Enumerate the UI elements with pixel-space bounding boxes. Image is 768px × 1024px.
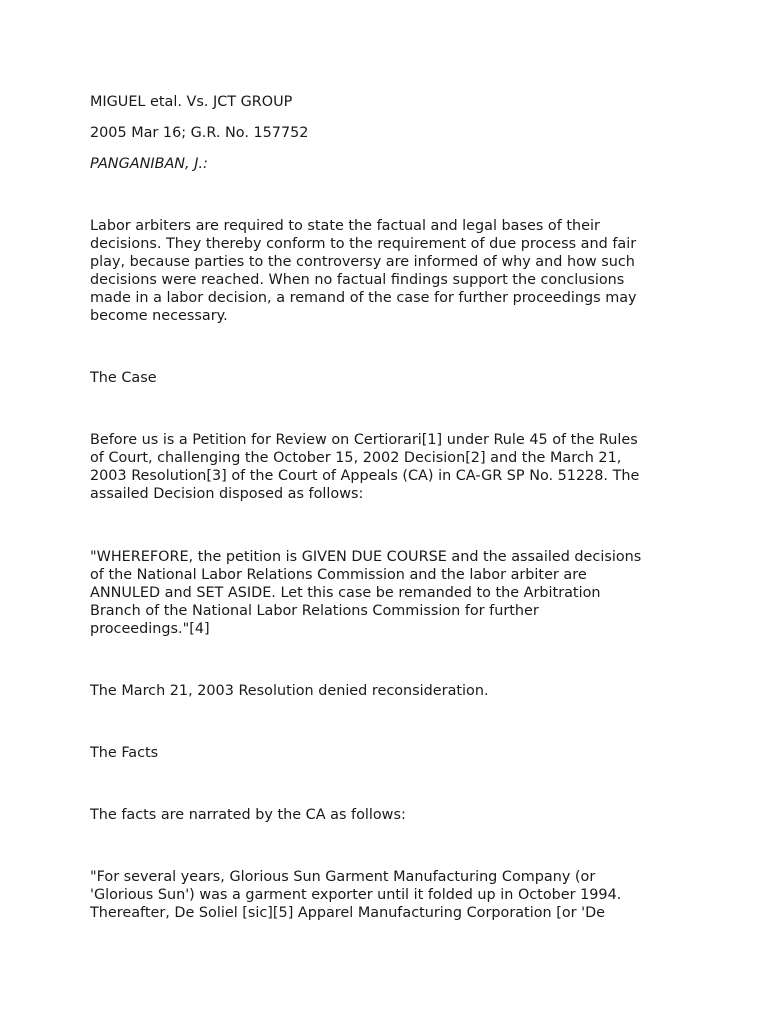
facts-quote-paragraph: "For several years, Glorious Sun Garment Manufacturing Company (or 'Glorious Sun') was a garment exporter until it folded up in October 1994. Thereafter, De Soliel [sic][5] Apparel Manufacturing Corporation [or 'De	[90, 869, 622, 921]
facts-intro-paragraph: The facts are narrated by the CA as follows:	[90, 807, 406, 823]
resolution-paragraph: The March 21, 2003 Resolution denied reconsideration.	[90, 683, 489, 699]
case-paragraph: Before us is a Petition for Review on Certiorari[1] under Rule 45 of the Rules of Court, challenging the October 15, 2002 Decision[2] and the March 21, 2003 Resolution[3] of the Court of Appeals (CA) in CA-GR SP No. 51228. The assailed Decision disposed as follows:	[90, 432, 640, 502]
case-date-number: 2005 Mar 16; G.R. No. 157752	[90, 125, 309, 141]
case-title: MIGUEL etal. Vs. JCT GROUP	[90, 94, 293, 110]
section-heading-case: The Case	[90, 370, 157, 386]
section-heading-facts: The Facts	[90, 745, 159, 761]
ponente: PANGANIBAN, J.:	[90, 156, 208, 172]
intro-paragraph: Labor arbiters are required to state the factual and legal bases of their decisions. They thereby conform to the requirement of due process and fair play, because parties to the controversy are informed of why and how such decisions were reached. When no factual findings support the conclusions made in a labor decision, a remand of the case for further proceedings may become necessary.	[90, 218, 637, 324]
dispositive-quote: "WHEREFORE, the petition is GIVEN DUE COURSE and the assailed decisions of the National Labor Relations Commission and the labor arbiter are ANNULED and SET ASIDE. Let this case be remanded to the Arbitration Branch of the National Labor Relations Commission for further proceedings."[4]	[90, 549, 642, 637]
